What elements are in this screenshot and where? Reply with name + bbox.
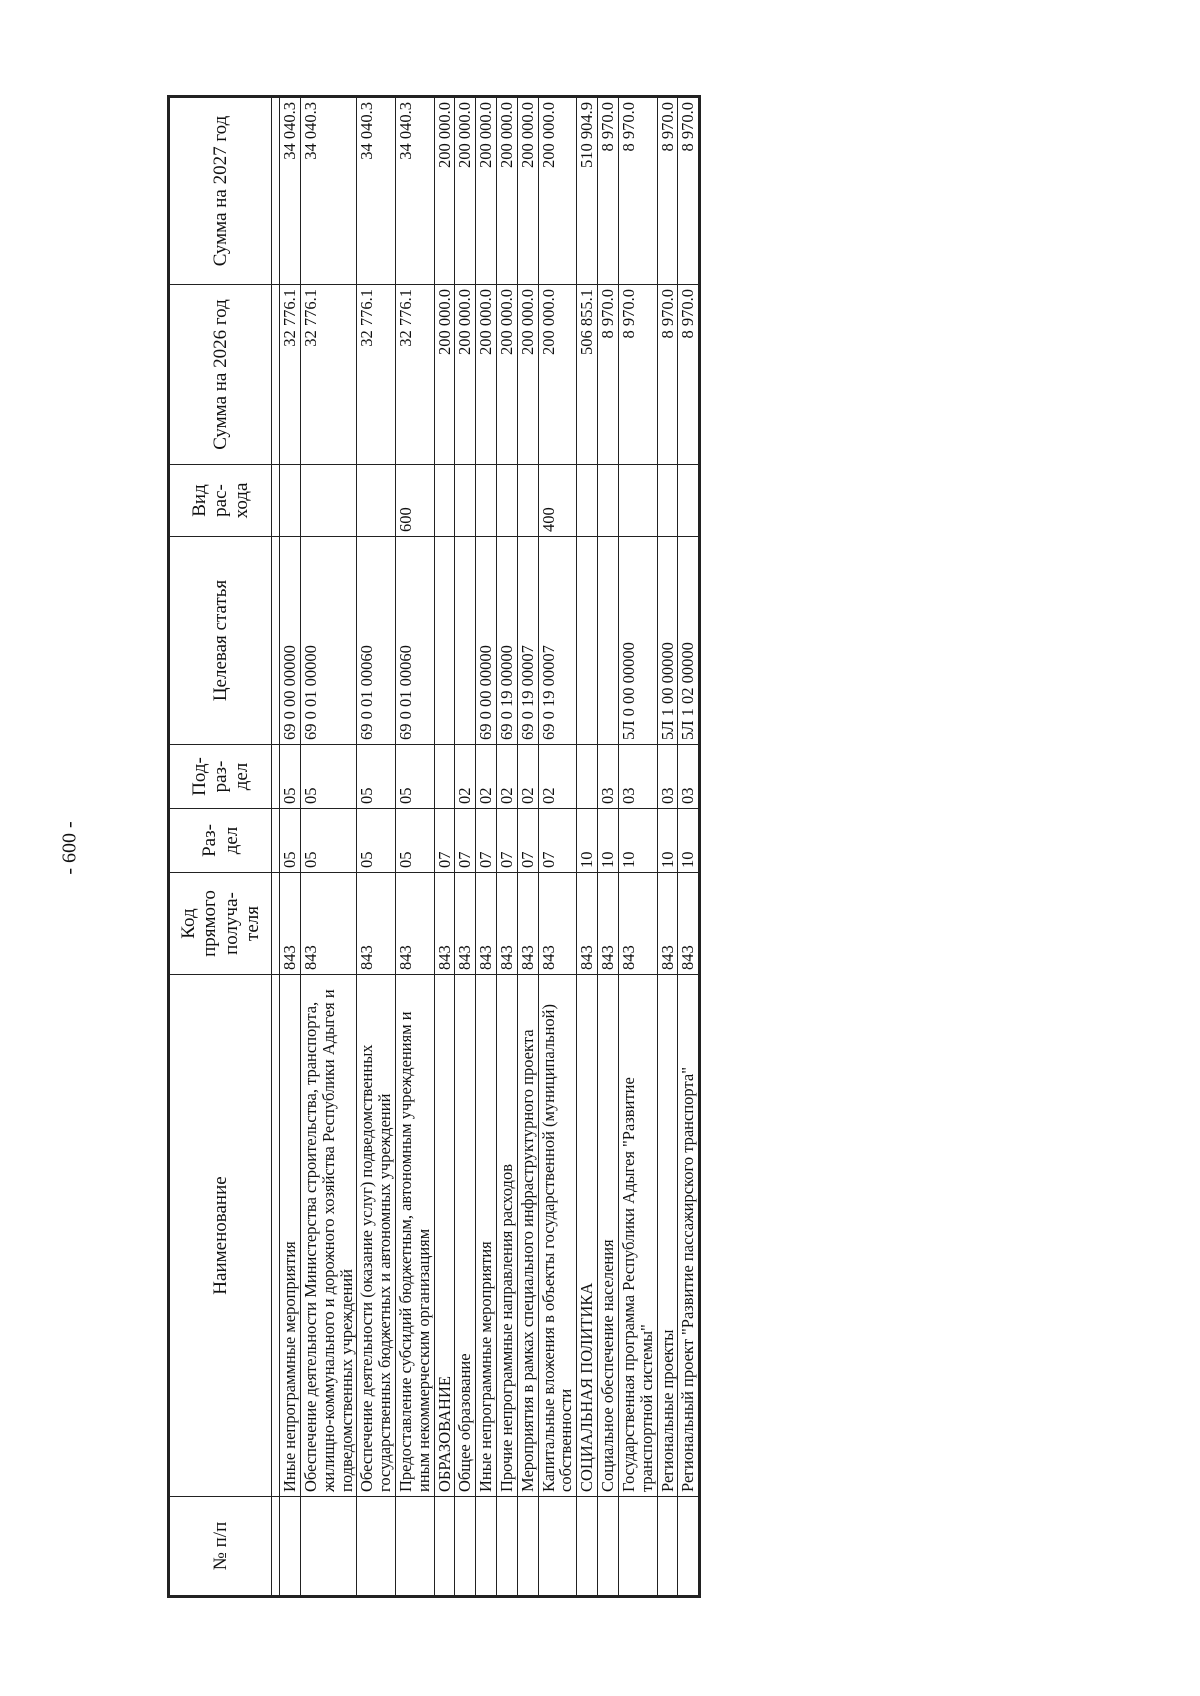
table-row bbox=[300, 97, 356, 1597]
header-subsection: Под-раз-дел bbox=[169, 745, 272, 809]
cell-section: 05 bbox=[395, 809, 434, 873]
header-target: Целевая статья bbox=[169, 537, 272, 745]
cell-target bbox=[455, 537, 476, 745]
cell-recipient: 843 bbox=[476, 873, 497, 975]
cell-target: 69 0 00 00000 bbox=[476, 537, 497, 745]
cell-target: 69 0 01 00060 bbox=[395, 537, 434, 745]
cell-subsection: 05 bbox=[300, 745, 356, 809]
cell-sum-2027: 34 040.3 bbox=[395, 97, 434, 285]
cell-sum-2027: 34 040.3 bbox=[280, 97, 301, 285]
cell-sum-2026: 200 000.0 bbox=[517, 285, 538, 465]
cell-section: 05 bbox=[300, 809, 356, 873]
table-header-row bbox=[169, 97, 272, 1597]
cell-name: Региональный проект "Развитие пассажирского транспорта" bbox=[678, 975, 700, 1497]
cell-num bbox=[280, 1497, 301, 1597]
cell-sum-2026: 8 970.0 bbox=[657, 285, 678, 465]
cell-name: Региональные проекты bbox=[657, 975, 678, 1497]
spacer-row bbox=[272, 97, 280, 1597]
cell-name: Иные непрограммные мероприятия bbox=[476, 975, 497, 1497]
cell-section: 07 bbox=[434, 809, 455, 873]
cell-section: 07 bbox=[538, 809, 577, 873]
header-recipient: Код прямого получа-теля bbox=[169, 873, 272, 975]
cell-num bbox=[455, 1497, 476, 1597]
cell-sum-2027: 200 000.0 bbox=[497, 97, 518, 285]
cell-sum-2027: 34 040.3 bbox=[300, 97, 356, 285]
cell-name: Общее образование bbox=[455, 975, 476, 1497]
cell-subsection: 03 bbox=[678, 745, 700, 809]
cell-name: ОБРАЗОВАНИЕ bbox=[434, 975, 455, 1497]
header-sum-2026: Сумма на 2026 год bbox=[169, 285, 272, 465]
table-row bbox=[497, 97, 518, 1597]
cell-sum-2027: 510 904.9 bbox=[577, 97, 598, 285]
cell-expense-type bbox=[455, 465, 476, 537]
cell-expense-type: 400 bbox=[538, 465, 577, 537]
cell-subsection: 05 bbox=[280, 745, 301, 809]
header-section: Раз-дел bbox=[169, 809, 272, 873]
cell-expense-type bbox=[357, 465, 396, 537]
header-expense-type: Вид рас-хода bbox=[169, 465, 272, 537]
budget-table bbox=[167, 95, 701, 1598]
cell-subsection: 03 bbox=[618, 745, 657, 809]
cell-num bbox=[678, 1497, 700, 1597]
cell-name: Государственная программа Республики Адыгея "Развитие транспортной системы" bbox=[618, 975, 657, 1497]
table-row bbox=[598, 97, 619, 1597]
cell-subsection: 05 bbox=[395, 745, 434, 809]
cell-subsection: 02 bbox=[517, 745, 538, 809]
cell-recipient: 843 bbox=[455, 873, 476, 975]
cell-sum-2026: 32 776.1 bbox=[357, 285, 396, 465]
cell-num bbox=[300, 1497, 356, 1597]
cell-expense-type bbox=[618, 465, 657, 537]
table-row bbox=[618, 97, 657, 1597]
cell-sum-2027: 200 000.0 bbox=[517, 97, 538, 285]
cell-recipient: 843 bbox=[678, 873, 700, 975]
cell-section: 10 bbox=[577, 809, 598, 873]
cell-name: Предоставление субсидий бюджетным, автономным учреждениям и иным некоммерческим организациям bbox=[395, 975, 434, 1497]
cell-section: 10 bbox=[657, 809, 678, 873]
cell-recipient: 843 bbox=[434, 873, 455, 975]
cell-sum-2026: 200 000.0 bbox=[497, 285, 518, 465]
cell-expense-type bbox=[300, 465, 356, 537]
cell-section: 07 bbox=[455, 809, 476, 873]
cell-sum-2027: 8 970.0 bbox=[618, 97, 657, 285]
cell-section: 05 bbox=[357, 809, 396, 873]
cell-target: 69 0 19 00000 bbox=[497, 537, 518, 745]
header-num: № п/п bbox=[169, 1497, 272, 1597]
cell-recipient: 843 bbox=[357, 873, 396, 975]
cell-recipient: 843 bbox=[395, 873, 434, 975]
cell-num bbox=[357, 1497, 396, 1597]
cell-name: Социальное обеспечение населения bbox=[598, 975, 619, 1497]
cell-subsection: 05 bbox=[357, 745, 396, 809]
cell-sum-2026: 8 970.0 bbox=[678, 285, 700, 465]
cell-target: 69 0 19 00007 bbox=[517, 537, 538, 745]
cell-expense-type bbox=[577, 465, 598, 537]
cell-sum-2027: 34 040.3 bbox=[357, 97, 396, 285]
cell-subsection bbox=[434, 745, 455, 809]
cell-name: Мероприятия в рамках специального инфраструктурного проекта bbox=[517, 975, 538, 1497]
cell-num bbox=[577, 1497, 598, 1597]
cell-sum-2026: 506 855.1 bbox=[577, 285, 598, 465]
cell-target: 5Л 0 00 00000 bbox=[618, 537, 657, 745]
cell-expense-type bbox=[678, 465, 700, 537]
cell-target: 5Л 1 02 00000 bbox=[678, 537, 700, 745]
cell-section: 05 bbox=[280, 809, 301, 873]
cell-num bbox=[497, 1497, 518, 1597]
cell-num bbox=[618, 1497, 657, 1597]
cell-target bbox=[577, 537, 598, 745]
cell-section: 07 bbox=[476, 809, 497, 873]
cell-subsection: 02 bbox=[455, 745, 476, 809]
rotated-document bbox=[167, 98, 1033, 1598]
cell-target: 69 0 01 00000 bbox=[300, 537, 356, 745]
cell-sum-2027: 8 970.0 bbox=[598, 97, 619, 285]
cell-recipient: 843 bbox=[538, 873, 577, 975]
cell-num bbox=[476, 1497, 497, 1597]
cell-sum-2027: 200 000.0 bbox=[455, 97, 476, 285]
cell-recipient: 843 bbox=[300, 873, 356, 975]
cell-expense-type bbox=[657, 465, 678, 537]
cell-target: 69 0 01 00060 bbox=[357, 537, 396, 745]
cell-num bbox=[434, 1497, 455, 1597]
cell-expense-type bbox=[434, 465, 455, 537]
cell-sum-2027: 200 000.0 bbox=[538, 97, 577, 285]
cell-subsection: 02 bbox=[476, 745, 497, 809]
table-row bbox=[517, 97, 538, 1597]
cell-recipient: 843 bbox=[657, 873, 678, 975]
cell-expense-type bbox=[497, 465, 518, 537]
cell-expense-type bbox=[476, 465, 497, 537]
table-row bbox=[577, 97, 598, 1597]
cell-subsection: 03 bbox=[598, 745, 619, 809]
table-row bbox=[476, 97, 497, 1597]
cell-target bbox=[598, 537, 619, 745]
cell-num bbox=[657, 1497, 678, 1597]
cell-name: Прочие непрограммные направления расходов bbox=[497, 975, 518, 1497]
cell-subsection: 03 bbox=[657, 745, 678, 809]
table-row bbox=[434, 97, 455, 1597]
cell-recipient: 843 bbox=[598, 873, 619, 975]
cell-subsection bbox=[577, 745, 598, 809]
cell-num bbox=[538, 1497, 577, 1597]
cell-sum-2026: 200 000.0 bbox=[538, 285, 577, 465]
cell-name: Обеспечение деятельности Министерства строительства, транспорта, жилищно-коммунального и дорожного хозяйства Республики Адыгея и подведомственных учреждений bbox=[300, 975, 356, 1497]
cell-sum-2027: 200 000.0 bbox=[434, 97, 455, 285]
cell-target bbox=[434, 537, 455, 745]
cell-name: Иные непрограммные мероприятия bbox=[280, 975, 301, 1497]
cell-name: СОЦИАЛЬНАЯ ПОЛИТИКА bbox=[577, 975, 598, 1497]
cell-recipient: 843 bbox=[517, 873, 538, 975]
cell-target: 5Л 1 00 00000 bbox=[657, 537, 678, 745]
cell-sum-2027: 8 970.0 bbox=[678, 97, 700, 285]
cell-sum-2026: 200 000.0 bbox=[455, 285, 476, 465]
table-row bbox=[280, 97, 301, 1597]
cell-section: 07 bbox=[497, 809, 518, 873]
header-sum-2027: Сумма на 2027 год bbox=[169, 97, 272, 285]
cell-num bbox=[395, 1497, 434, 1597]
cell-section: 10 bbox=[678, 809, 700, 873]
cell-name: Капитальные вложения в объекты государственной (муниципальной) собственности bbox=[538, 975, 577, 1497]
table-row bbox=[678, 97, 700, 1597]
cell-expense-type bbox=[517, 465, 538, 537]
cell-section: 10 bbox=[618, 809, 657, 873]
table-row bbox=[395, 97, 434, 1597]
cell-num bbox=[598, 1497, 619, 1597]
cell-sum-2027: 8 970.0 bbox=[657, 97, 678, 285]
cell-target: 69 0 19 00007 bbox=[538, 537, 577, 745]
cell-sum-2026: 32 776.1 bbox=[395, 285, 434, 465]
cell-subsection: 02 bbox=[497, 745, 518, 809]
cell-target: 69 0 00 00000 bbox=[280, 537, 301, 745]
cell-name: Обеспечение деятельности (оказание услуг) подведомственных государственных бюджетных и автономных учреждений bbox=[357, 975, 396, 1497]
cell-sum-2026: 200 000.0 bbox=[476, 285, 497, 465]
cell-num bbox=[517, 1497, 538, 1597]
cell-expense-type bbox=[280, 465, 301, 537]
table-row bbox=[357, 97, 396, 1597]
cell-section: 07 bbox=[517, 809, 538, 873]
cell-sum-2027: 200 000.0 bbox=[476, 97, 497, 285]
cell-expense-type bbox=[598, 465, 619, 537]
header-name: Наименование bbox=[169, 975, 272, 1497]
table-row bbox=[657, 97, 678, 1597]
cell-sum-2026: 32 776.1 bbox=[300, 285, 356, 465]
cell-recipient: 843 bbox=[577, 873, 598, 975]
table-row bbox=[455, 97, 476, 1597]
cell-recipient: 843 bbox=[618, 873, 657, 975]
cell-recipient: 843 bbox=[280, 873, 301, 975]
cell-expense-type: 600 bbox=[395, 465, 434, 537]
cell-sum-2026: 8 970.0 bbox=[598, 285, 619, 465]
cell-subsection: 02 bbox=[538, 745, 577, 809]
page-number: - 600 - bbox=[58, 821, 81, 875]
cell-sum-2026: 200 000.0 bbox=[434, 285, 455, 465]
cell-recipient: 843 bbox=[497, 873, 518, 975]
cell-sum-2026: 8 970.0 bbox=[618, 285, 657, 465]
table-row bbox=[538, 97, 577, 1597]
cell-sum-2026: 32 776.1 bbox=[280, 285, 301, 465]
cell-section: 10 bbox=[598, 809, 619, 873]
